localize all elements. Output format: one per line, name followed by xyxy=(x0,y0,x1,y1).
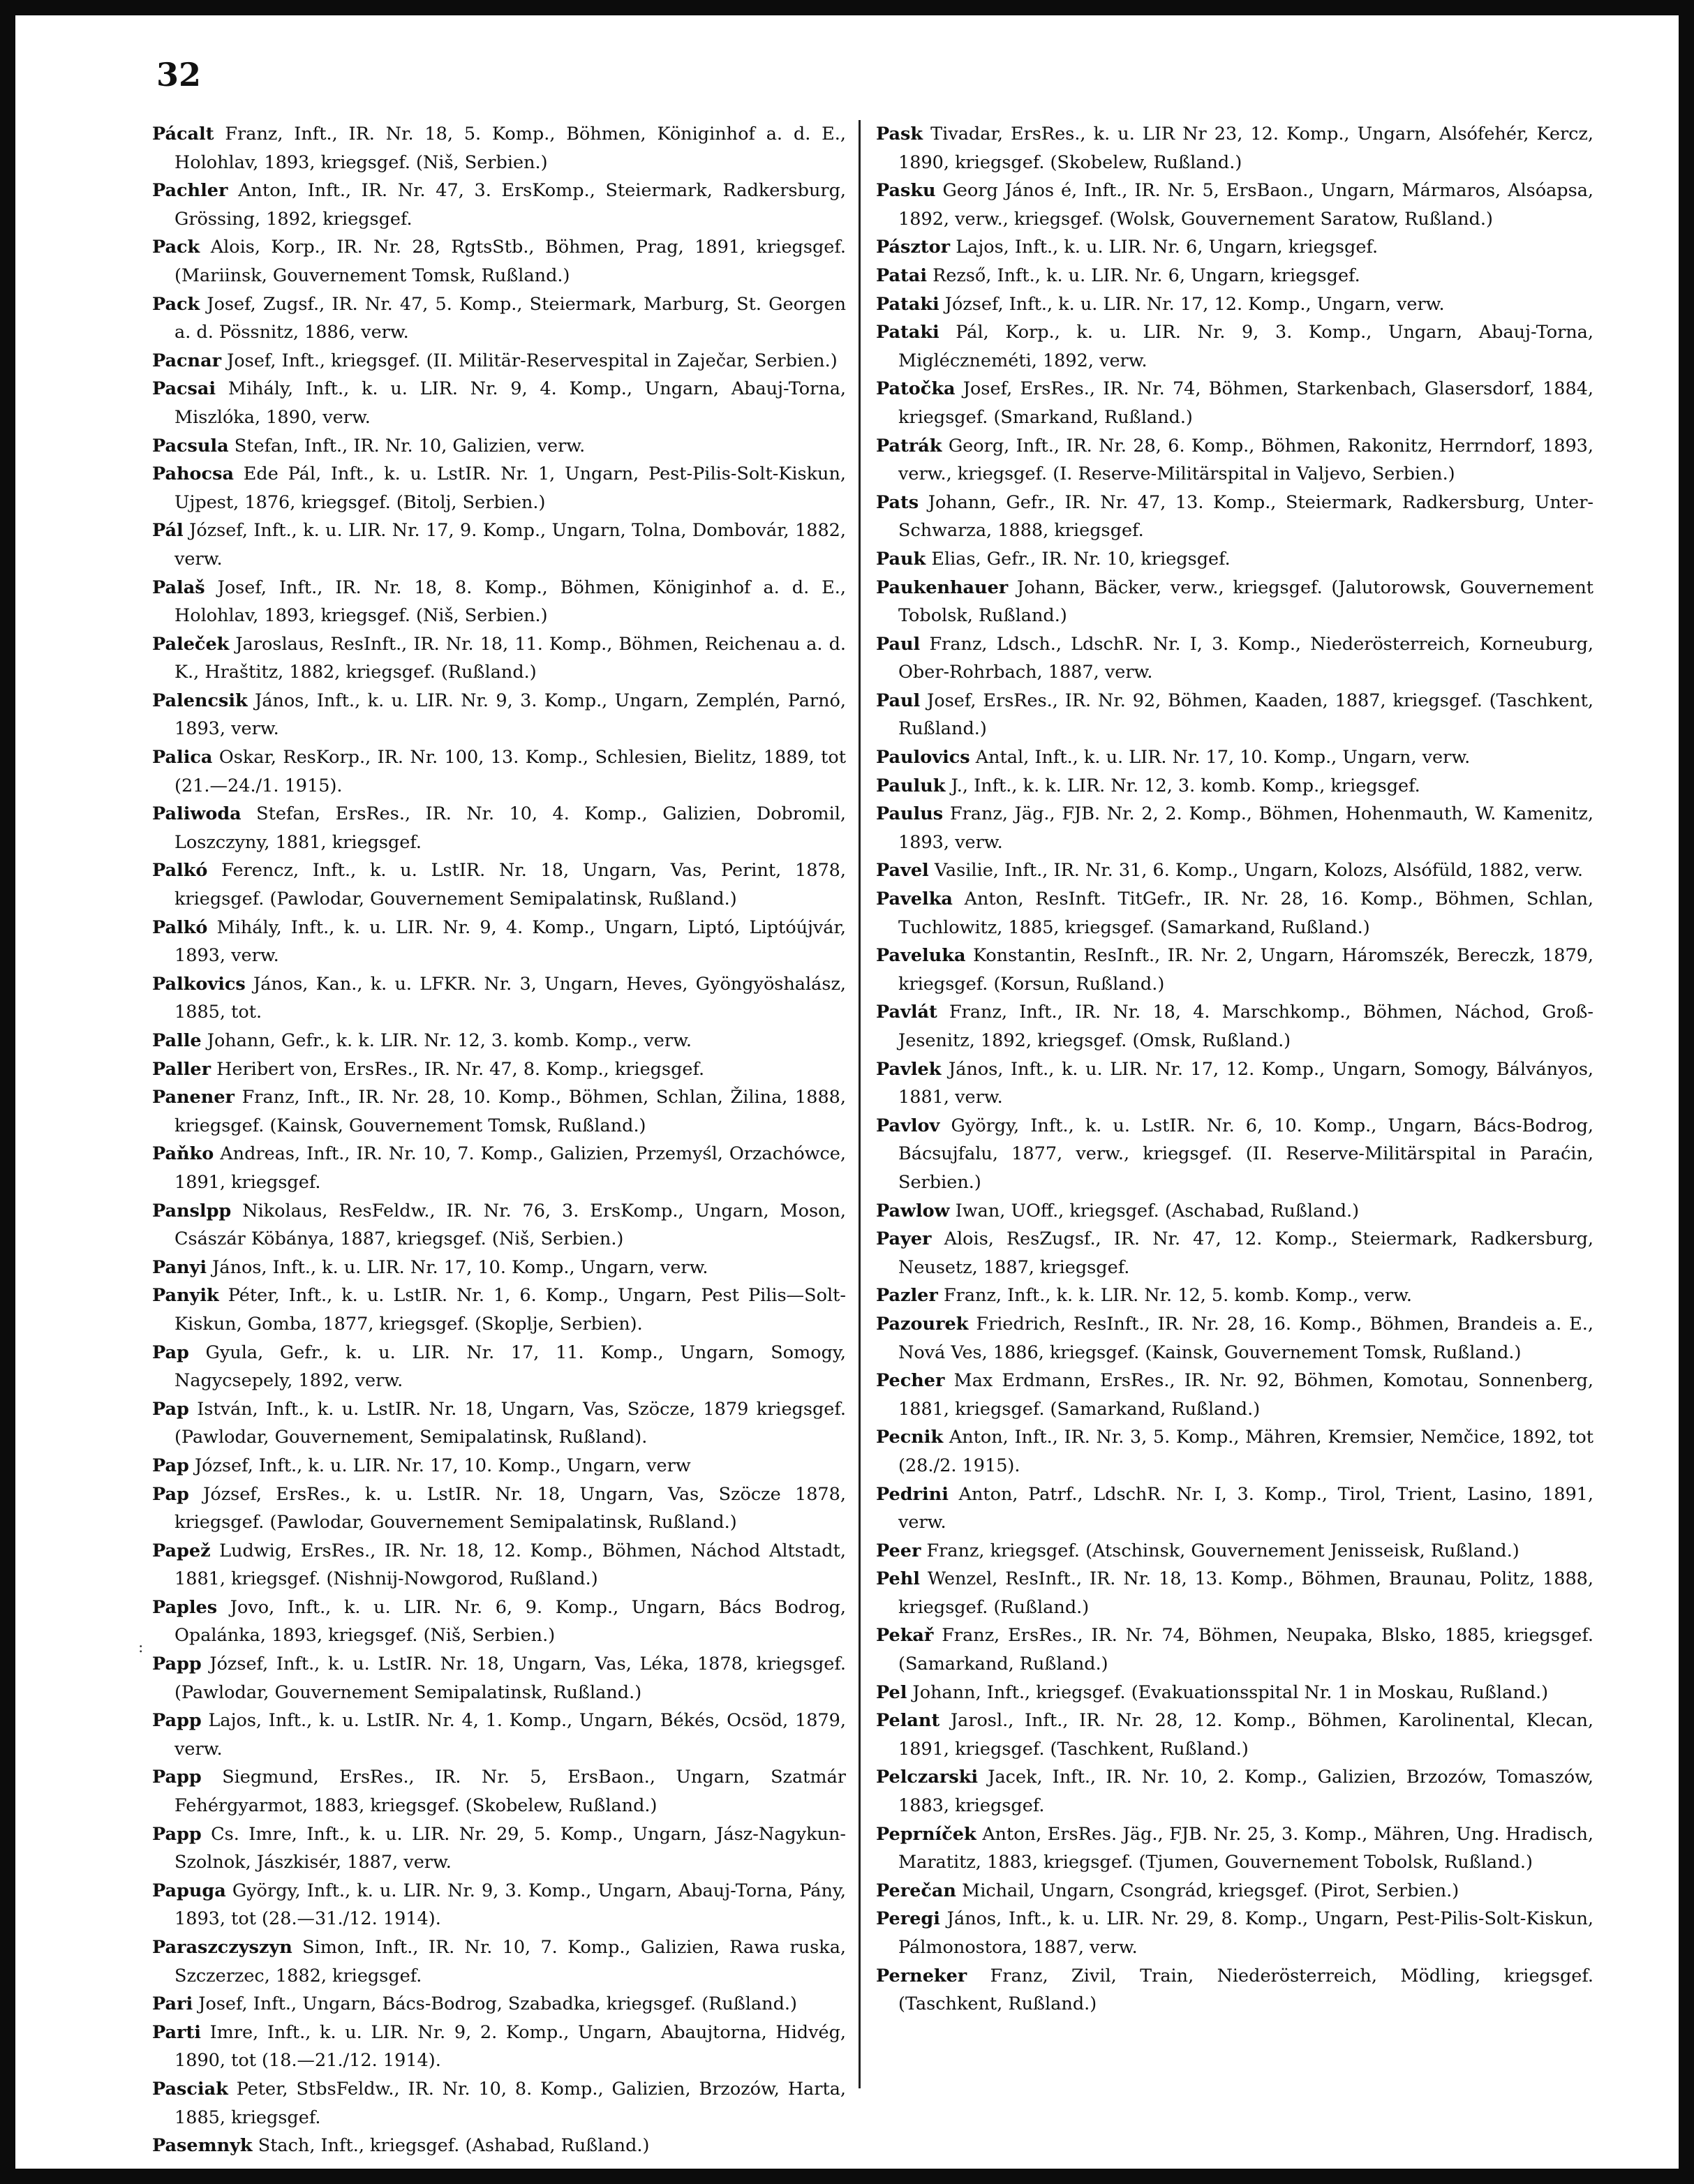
page-number: 32 xyxy=(156,56,202,94)
register-entry xyxy=(152,1763,846,1820)
entry-surname: Peprníček xyxy=(876,1823,976,1845)
entry-surname: Pap xyxy=(152,1455,189,1476)
entry-details: Ludwig, ErsRes., IR. Nr. 18, 12. Komp., Böhmen, Náchod Altstadt, 1881, kriegsgef. (Nishnij-Nowgorod, Rußland.) xyxy=(174,1540,846,1590)
entry-details: József, Inft., k. u. LstIR. Nr. 18, Ungarn, Vas, Léka, 1878, kriegsgef. (Pawlodar, Gouvernement Semipalatinsk, Rußland.) xyxy=(174,1654,846,1703)
entry-details: Franz, Inft., k. k. LIR. Nr. 12, 5. komb. Komp., verw. xyxy=(943,1285,1413,1307)
entry-details: Jarosl., Inft., IR. Nr. 28, 12. Komp., Böhmen, Karolinental, Klecan, 1891, kriegsgef. (Taschkent, Rußland.) xyxy=(898,1710,1593,1760)
register-entry xyxy=(152,1650,846,1707)
entry-surname: Paulus xyxy=(876,803,944,825)
register-entry xyxy=(152,1480,846,1537)
register-entry xyxy=(876,375,1593,431)
register-entry xyxy=(152,2132,846,2160)
entry-surname: Perečan xyxy=(876,1880,956,1901)
entry-surname: Papp xyxy=(152,1710,202,1732)
entry-surname: Pazourek xyxy=(876,1313,969,1335)
register-entry xyxy=(152,1594,846,1650)
register-entry xyxy=(152,1140,846,1196)
right-column xyxy=(876,120,1593,2019)
entry-details: Jaroslaus, ResInft., IR. Nr. 18, 11. Komp., Böhmen, Reichenau a. d. K., Hraštitz, 1882, kriegsgef. (Rußland.) xyxy=(174,633,846,683)
entry-surname: Pavlov xyxy=(876,1115,940,1136)
entry-surname: Pedrini xyxy=(876,1483,949,1505)
entry-details: Georg János é, Inft., IR. Nr. 5, ErsBaon., Ungarn, Mármaros, Alsóapsa, 1892, verw., kriegsgef. (Wolsk, Gouvernement Saratow, Rußland.) xyxy=(898,180,1593,230)
entry-surname: Pavelka xyxy=(876,889,953,910)
register-entry xyxy=(152,2019,846,2075)
entry-surname: Palica xyxy=(152,747,213,768)
register-entry xyxy=(152,1820,846,1877)
entry-details: Lajos, Inft., k. u. LstIR. Nr. 4, 1. Komp., Ungarn, Békés, Ocsöd, 1879, verw. xyxy=(174,1710,846,1760)
entry-details: Elias, Gefr., IR. Nr. 10, kriegsgef. xyxy=(931,548,1231,570)
entry-details: Jacek, Inft., IR. Nr. 10, 2. Komp., Galizien, Brzozów, Tomaszów, 1883, kriegsgef. xyxy=(898,1767,1593,1817)
register-entry xyxy=(152,290,846,347)
entry-surname: Palle xyxy=(152,1030,202,1051)
entry-details: Anton, Inft., IR. Nr. 47, 3. ErsKomp., Steiermark, Radkersburg, Grössing, 1892, kriegsgef. xyxy=(174,180,846,230)
entry-surname: Paul xyxy=(876,633,921,655)
register-entry xyxy=(876,942,1593,998)
register-entry xyxy=(876,1707,1593,1763)
entry-details: Mihály, Inft., k. u. LIR. Nr. 9, 4. Komp., Ungarn, Liptó, Liptóújvár, 1893, verw. xyxy=(174,916,846,967)
register-entry xyxy=(152,914,846,970)
register-entry xyxy=(152,1197,846,1254)
entry-surname: Peregi xyxy=(876,1908,940,1930)
register-entry xyxy=(876,1367,1593,1423)
entry-details: J., Inft., k. k. LIR. Nr. 12, 3. komb. Komp., kriegsgef. xyxy=(951,775,1420,796)
register-entry xyxy=(876,885,1593,942)
entry-details: Andreas, Inft., IR. Nr. 10, 7. Komp., Galizien, Przemyśl, Orzachówce, 1891, kriegsgef. xyxy=(174,1143,846,1193)
entry-surname: Pask xyxy=(876,124,923,144)
entry-surname: Pauluk xyxy=(876,775,946,796)
register-entry xyxy=(152,1990,846,2019)
left-column xyxy=(152,120,846,2160)
entry-surname: Palkó xyxy=(152,916,208,938)
entry-details: Alois, Korp., IR. Nr. 28, RgtsStb., Böhmen, Prag, 1891, kriegsgef. (Mariinsk, Gouvernement Tomsk, Rußland.) xyxy=(174,237,846,286)
entry-details: Antal, Inft., k. u. LIR. Nr. 17, 10. Komp., Ungarn, verw. xyxy=(975,747,1471,768)
entry-details: János, Inft., k. u. LIR. Nr. 17, 12. Komp., Ungarn, Somogy, Bálványos, 1881, verw. xyxy=(898,1058,1593,1108)
register-entry xyxy=(152,1452,846,1480)
register-entry xyxy=(152,177,846,233)
entry-surname: Papp xyxy=(152,1654,202,1675)
entry-surname: Parti xyxy=(152,2021,201,2043)
entry-surname: Pap xyxy=(152,1483,189,1505)
entry-surname: Pahocsa xyxy=(152,463,234,485)
register-entry xyxy=(152,375,846,431)
document-page xyxy=(15,15,1679,2169)
register-entry xyxy=(876,574,1593,630)
entry-details: György, Inft., k. u. LstIR. Nr. 6, 10. Komp., Ungarn, Bács-Bodrog, Bácsujfalu, 1877, verw., kriegsgef. (II. Reserve-Militärspital in Paraćin, Serbien.) xyxy=(898,1115,1593,1193)
entry-surname: Paples xyxy=(152,1596,218,1618)
register-entry xyxy=(876,1905,1593,1961)
register-entry xyxy=(876,743,1593,772)
entry-surname: Panyik xyxy=(152,1285,219,1307)
entry-details: Heribert von, ErsRes., IR. Nr. 47, 8. Komp., kriegsgef. xyxy=(216,1058,705,1080)
entry-details: György, Inft., k. u. LIR. Nr. 9, 3. Komp., Ungarn, Abauj-Torna, Pány, 1893, tot (28.—31./12. 1914). xyxy=(174,1880,846,1930)
entry-surname: Pazler xyxy=(876,1285,938,1307)
entry-details: Oskar, ResKorp., IR. Nr. 100, 13. Komp., Schlesien, Bielitz, 1889, tot (21.—24./1. 1915). xyxy=(174,747,846,796)
entry-details: Cs. Imre, Inft., k. u. LIR. Nr. 29, 5. Komp., Ungarn, Jász-Nagykun-Szolnok, Jászkisér, 1887, verw. xyxy=(174,1823,846,1873)
entry-surname: Pacnar xyxy=(152,350,222,371)
entry-surname: Palencsik xyxy=(152,690,248,711)
entry-details: Josef, Inft., Ungarn, Bács-Bodrog, Szabadka, kriegsgef. (Rußland.) xyxy=(198,1993,797,2015)
entry-details: Ede Pál, Inft., k. u. LstIR. Nr. 1, Ungarn, Pest-Pilis-Solt-Kiskun, Ujpest, 1876, kriegsgef. (Bitolj, Serbien.) xyxy=(174,463,846,513)
entry-details: Vasilie, Inft., IR. Nr. 31, 6. Komp., Ungarn, Kolozs, Alsófüld, 1882, verw. xyxy=(934,860,1584,882)
entry-surname: Pásztor xyxy=(876,237,951,258)
register-entry xyxy=(152,347,846,376)
entry-surname: Palaš xyxy=(152,577,205,598)
entry-details: Péter, Inft., k. u. LstIR. Nr. 1, 6. Komp., Ungarn, Pest Pilis—Solt-Kiskun, Gomba, 1877, kriegsgef. (Skoplje, Serbien). xyxy=(174,1285,846,1335)
entry-surname: Pap xyxy=(152,1342,189,1363)
register-entry xyxy=(152,1395,846,1452)
entry-details: József, Inft., k. u. LIR. Nr. 17, 10. Komp., Ungarn, verw xyxy=(194,1455,691,1476)
entry-surname: Paller xyxy=(152,1058,211,1080)
entry-surname: Perneker xyxy=(876,1965,967,1986)
register-entry xyxy=(876,772,1593,801)
register-entry xyxy=(152,233,846,290)
entry-surname: Pataki xyxy=(876,322,939,343)
entry-details: Stefan, ErsRes., IR. Nr. 10, 4. Komp., Galizien, Dobromil, Loszczyny, 1881, kriegsgef. xyxy=(174,803,846,853)
entry-surname: Pasemnyk xyxy=(152,2135,253,2157)
register-entry xyxy=(876,233,1593,262)
entry-surname: Palkó xyxy=(152,860,208,882)
entry-details: József, Inft., k. u. LIR. Nr. 17, 9. Komp., Ungarn, Tolna, Dombovár, 1882, verw. xyxy=(174,520,846,570)
register-entry xyxy=(876,1565,1593,1621)
entry-details: Anton, ErsRes. Jäg., FJB. Nr. 25, 3. Komp., Mähren, Ung. Hradisch, Maratitz, 1883, kriegsgef. (Tjumen, Gouvernement Tobolsk, Rußland.) xyxy=(898,1823,1593,1873)
entry-surname: Patočka xyxy=(876,378,956,400)
register-entry xyxy=(152,630,846,687)
entry-details: Josef, Zugsf., IR. Nr. 47, 5. Komp., Steiermark, Marburg, St. Georgen a. d. Pössnitz, 1886, verw. xyxy=(174,293,846,343)
register-entry xyxy=(152,1933,846,1990)
entry-details: Peter, StbsFeldw., IR. Nr. 10, 8. Komp., Galizien, Brzozów, Harta, 1885, kriegsgef. xyxy=(174,2078,846,2128)
entry-details: Josef, Inft., IR. Nr. 18, 8. Komp., Böhmen, Königinhof a. d. E., Holohlav, 1893, kriegsgef. (Niš, Serbien.) xyxy=(174,577,846,627)
entry-surname: Patai xyxy=(876,265,928,286)
entry-surname: Panener xyxy=(152,1087,235,1108)
entry-surname: Pel xyxy=(876,1681,907,1703)
register-entry xyxy=(876,1877,1593,1906)
register-entry xyxy=(876,489,1593,545)
entry-surname: Pasciak xyxy=(152,2078,228,2100)
entry-details: Franz, Inft., IR. Nr. 18, 5. Komp., Böhmen, Königinhof a. d. E., Holohlav, 1893, kriegsgef. (Niš, Serbien.) xyxy=(174,124,846,173)
register-entry xyxy=(152,1083,846,1140)
register-entry xyxy=(152,743,846,800)
register-entry xyxy=(152,1339,846,1395)
register-entry xyxy=(152,800,846,856)
entry-details: Franz, kriegsgef. (Atschinsk, Gouvernement Jenisseisk, Rußland.) xyxy=(926,1540,1520,1561)
entry-surname: Papuga xyxy=(152,1880,226,1901)
entry-details: Konstantin, ResInft., IR. Nr. 2, Ungarn, Háromszék, Bereczk, 1879, kriegsgef. (Korsun, Rußland.) xyxy=(898,945,1593,995)
entry-details: Josef, ErsRes., IR. Nr. 92, Böhmen, Kaaden, 1887, kriegsgef. (Taschkent, Rußland.) xyxy=(898,690,1593,740)
entry-surname: Pavlát xyxy=(876,1002,937,1023)
entry-details: Johann, Inft., kriegsgef. (Evakuationsspital Nr. 1 in Moskau, Rußland.) xyxy=(912,1681,1549,1703)
entry-surname: Pats xyxy=(876,491,919,513)
entry-surname: Paraszczyszyn xyxy=(152,1937,292,1958)
register-entry xyxy=(876,1423,1593,1480)
register-entry xyxy=(152,517,846,573)
register-entry xyxy=(876,1282,1593,1310)
entry-surname: Pack xyxy=(152,293,200,315)
register-entry xyxy=(152,460,846,517)
register-entry xyxy=(152,574,846,630)
entry-details: Josef, Inft., kriegsgef. (II. Militär-Reservespital in Zaječar, Serbien.) xyxy=(227,350,838,371)
entry-surname: Pack xyxy=(152,237,200,258)
entry-details: József, ErsRes., k. u. LstIR. Nr. 18, Ungarn, Vas, Szöcze 1878, kriegsgef. (Pawlodar, Gouvernement Semipalatinsk, Rußland.) xyxy=(174,1483,846,1533)
entry-surname: Paulovics xyxy=(876,747,970,768)
entry-surname: Paul xyxy=(876,690,921,711)
entry-surname: Pari xyxy=(152,1993,193,2015)
register-entry xyxy=(876,630,1593,687)
entry-surname: Pecher xyxy=(876,1370,945,1392)
entry-details: Stach, Inft., kriegsgef. (Ashabad, Rußland.) xyxy=(258,2135,650,2157)
entry-details: János, Inft., k. u. LIR. Nr. 17, 10. Komp., Ungarn, verw. xyxy=(212,1256,708,1278)
register-entry xyxy=(152,1282,846,1338)
entry-surname: Pauk xyxy=(876,548,926,570)
register-entry xyxy=(876,262,1593,290)
entry-details: Iwan, UOff., kriegsgef. (Aschabad, Rußland.) xyxy=(955,1200,1360,1221)
entry-details: Josef, ErsRes., IR. Nr. 74, Böhmen, Starkenbach, Glasersdorf, 1884, kriegsgef. (Smarkand, Rußland.) xyxy=(898,378,1593,428)
entry-surname: Pácalt xyxy=(152,124,214,144)
entry-details: Franz, Inft., IR. Nr. 18, 4. Marschkomp., Böhmen, Náchod, Groß-Jesenitz, 1892, kriegsgef. (Omsk, Rußland.) xyxy=(898,1002,1593,1051)
register-entry xyxy=(876,1112,1593,1197)
register-entry xyxy=(152,1027,846,1055)
entry-details: Georg, Inft., IR. Nr. 28, 6. Komp., Böhmen, Rakonitz, Herrndorf, 1893, verw., kriegsgef. (I. Reserve-Militärspital in Valjevo, Serbien.) xyxy=(898,435,1593,485)
entry-surname: Pacsai xyxy=(152,378,216,400)
entry-details: Siegmund, ErsRes., IR. Nr. 5, ErsBaon., Ungarn, Szatmár Fehérgyarmot, 1883, kriegsgef. (Skobelew, Rußland.) xyxy=(174,1767,846,1817)
entry-details: János, Inft., k. u. LIR. Nr. 9, 3. Komp., Ungarn, Zemplén, Parnó, 1893, verw. xyxy=(174,690,846,740)
register-entry xyxy=(876,1820,1593,1877)
register-entry xyxy=(876,856,1593,885)
entry-details: Imre, Inft., k. u. LIR. Nr. 9, 2. Komp., Ungarn, Abaujtorna, Hidvég, 1890, tot (18.—21./12. 1914). xyxy=(174,2021,846,2072)
entry-surname: Payer xyxy=(876,1228,932,1250)
entry-details: Anton, Patrf., LdschR. Nr. I, 3. Komp., Tirol, Trient, Lasino, 1891, verw. xyxy=(898,1483,1593,1533)
register-entry xyxy=(876,1962,1593,2019)
register-entry xyxy=(152,120,846,177)
register-entry xyxy=(152,1537,846,1594)
entry-surname: Paliwoda xyxy=(152,803,242,825)
entry-details: Franz, Zivil, Train, Niederösterreich, Mödling, kriegsgef. (Taschkent, Rußland.) xyxy=(898,1965,1593,2015)
entry-details: Friedrich, ResInft., IR. Nr. 28, 16. Komp., Böhmen, Brandeis a. E., Nová Ves, 1886, kriegsgef. (Kainsk, Gouvernement Tomsk, Rußland.) xyxy=(898,1313,1593,1363)
entry-details: Pál, Korp., k. u. LIR. Nr. 9, 3. Komp., Ungarn, Abauj-Torna, Migléczneméti, 1892, verw. xyxy=(898,322,1593,371)
register-entry xyxy=(876,800,1593,856)
register-entry xyxy=(876,1225,1593,1282)
entry-details: Nikolaus, ResFeldw., IR. Nr. 76, 3. ErsKomp., Ungarn, Moson, Császár Köbánya, 1887, kriegsgef. (Niš, Serbien.) xyxy=(174,1200,846,1250)
register-entry xyxy=(876,290,1593,319)
entry-surname: Pecnik xyxy=(876,1427,944,1448)
entry-surname: Pataki xyxy=(876,293,939,315)
register-entry xyxy=(876,1537,1593,1566)
entry-surname: Pacsula xyxy=(152,435,229,456)
entry-surname: Papež xyxy=(152,1540,211,1561)
entry-details: Ferencz, Inft., k. u. LstIR. Nr. 18, Ungarn, Vas, Perint, 1878, kriegsgef. (Pawlodar, Gouvernement Semipalatinsk, Rußland.) xyxy=(174,860,846,910)
entry-surname: Paukenhauer xyxy=(876,577,1009,598)
register-entry xyxy=(876,318,1593,375)
entry-details: János, Inft., k. u. LIR. Nr. 29, 8. Komp., Ungarn, Pest-Pilis-Solt-Kiskun, Pálmonostora, 1887, verw. xyxy=(898,1908,1593,1958)
register-entry xyxy=(152,432,846,461)
entry-surname: Pehl xyxy=(876,1568,920,1590)
entry-surname: Pap xyxy=(152,1398,189,1420)
entry-details: Franz, Jäg., FJB. Nr. 2, 2. Komp., Böhmen, Hohenmauth, W. Kamenitz, 1893, verw. xyxy=(898,803,1593,853)
register-entry xyxy=(876,545,1593,574)
entry-surname: Pál xyxy=(152,520,184,542)
entry-surname: Pavel xyxy=(876,860,929,882)
entry-surname: Pachler xyxy=(152,180,228,202)
register-entry xyxy=(876,1055,1593,1112)
entry-details: Anton, Inft., IR. Nr. 3, 5. Komp., Mähren, Kremsier, Nemčice, 1892, tot (28./2. 1915). xyxy=(898,1427,1593,1476)
entry-details: Alois, ResZugsf., IR. Nr. 47, 12. Komp., Steiermark, Radkersburg, Neusetz, 1887, kriegsgef. xyxy=(898,1228,1593,1278)
register-entry xyxy=(876,1310,1593,1367)
register-entry xyxy=(152,1877,846,1933)
entry-surname: Peer xyxy=(876,1540,921,1561)
entry-surname: Panslpp xyxy=(152,1200,232,1221)
entry-details: István, Inft., k. u. LstIR. Nr. 18, Ungarn, Vas, Szöcze, 1879 kriegsgef. (Pawlodar, Gouvernement, Semipalatinsk, Rußland). xyxy=(174,1398,846,1448)
entry-details: Anton, ResInft. TitGefr., IR. Nr. 28, 16. Komp., Böhmen, Schlan, Tuchlowitz, 1885, kriegsgef. (Samarkand, Rußland.) xyxy=(898,889,1593,938)
register-entry xyxy=(152,856,846,913)
register-entry xyxy=(876,998,1593,1055)
entry-details: Franz, Ldsch., LdschR. Nr. I, 3. Komp., Niederösterreich, Korneuburg, Ober-Rohrbach, 1887, verw. xyxy=(898,633,1593,683)
entry-details: Johann, Bäcker, verw., kriegsgef. (Jalutorowsk, Gouvernement Tobolsk, Rußland.) xyxy=(898,577,1593,627)
entry-surname: Pekař xyxy=(876,1625,934,1647)
entry-details: Michail, Ungarn, Csongrád, kriegsgef. (Pirot, Serbien.) xyxy=(962,1880,1459,1901)
entry-surname: Pelczarski xyxy=(876,1767,979,1788)
register-entry xyxy=(152,687,846,743)
register-entry xyxy=(152,1055,846,1084)
entry-surname: Paleček xyxy=(152,633,230,655)
entry-surname: Paňko xyxy=(152,1143,214,1165)
entry-surname: Pavlek xyxy=(876,1058,942,1080)
entry-details: Jovo, Inft., k. u. LIR. Nr. 6, 9. Komp., Ungarn, Bács Bodrog, Opalánka, 1893, kriegsgef. (Niš, Serbien.) xyxy=(174,1596,846,1647)
entry-details: Johann, Gefr., k. k. LIR. Nr. 12, 3. komb. Komp., verw. xyxy=(207,1030,692,1051)
entry-details: Max Erdmann, ErsRes., IR. Nr. 92, Böhmen, Komotau, Sonnenberg, 1881, kriegsgef. (Samarkand, Rußland.) xyxy=(898,1370,1593,1420)
register-entry xyxy=(152,1254,846,1282)
entry-surname: Papp xyxy=(152,1767,202,1788)
entry-details: József, Inft., k. u. LIR. Nr. 17, 12. Komp., Ungarn, verw. xyxy=(944,293,1445,315)
register-entry xyxy=(876,1763,1593,1820)
entry-surname: Papp xyxy=(152,1823,202,1845)
column-divider xyxy=(859,120,861,2088)
register-entry xyxy=(152,2075,846,2132)
margin-mark: : xyxy=(138,1639,144,1656)
entry-surname: Paveluka xyxy=(876,945,966,967)
entry-surname: Pasku xyxy=(876,180,936,202)
entry-details: Franz, Inft., IR. Nr. 28, 10. Komp., Böhmen, Schlan, Žilina, 1888, kriegsgef. (Kainsk, Gouvernement Tomsk, Rußland.) xyxy=(174,1087,846,1136)
entry-details: Gyula, Gefr., k. u. LIR. Nr. 17, 11. Komp., Ungarn, Somogy, Nagycsepely, 1892, verw. xyxy=(174,1342,846,1392)
entry-surname: Pelant xyxy=(876,1710,940,1732)
entry-details: Lajos, Inft., k. u. LIR. Nr. 6, Ungarn, kriegsgef. xyxy=(956,237,1379,258)
register-entry xyxy=(876,432,1593,489)
entry-surname: Patrák xyxy=(876,435,942,456)
register-entry xyxy=(876,1679,1593,1707)
entry-details: Stefan, Inft., IR. Nr. 10, Galizien, verw. xyxy=(234,435,586,456)
entry-details: Johann, Gefr., IR. Nr. 47, 13. Komp., Steiermark, Radkersburg, Unter-Schwarza, 1888, kriegsgef. xyxy=(898,491,1593,542)
register-entry xyxy=(876,177,1593,233)
register-entry xyxy=(876,687,1593,743)
entry-details: Rezső, Inft., k. u. LIR. Nr. 6, Ungarn, kriegsgef. xyxy=(933,265,1360,286)
register-entry xyxy=(876,120,1593,177)
entry-details: Franz, ErsRes., IR. Nr. 74, Böhmen, Neupaka, Blsko, 1885, kriegsgef. (Samarkand, Rußland.) xyxy=(898,1625,1593,1675)
register-entry xyxy=(876,1621,1593,1678)
register-entry xyxy=(152,1707,846,1763)
entry-surname: Panyi xyxy=(152,1256,207,1278)
entry-details: Simon, Inft., IR. Nr. 10, 7. Komp., Galizien, Rawa ruska, Szczerzec, 1882, kriegsgef. xyxy=(174,1937,846,1986)
register-entry xyxy=(876,1197,1593,1226)
entry-details: Wenzel, ResInft., IR. Nr. 18, 13. Komp., Böhmen, Braunau, Politz, 1888, kriegsgef. (Rußland.) xyxy=(898,1568,1593,1618)
entry-details: Tivadar, ErsRes., k. u. LIR Nr 23, 12. Komp., Ungarn, Alsófehér, Kercz, 1890, kriegsgef. (Skobelew, Rußland.) xyxy=(898,124,1593,173)
entry-surname: Palkovics xyxy=(152,973,246,995)
register-entry xyxy=(152,970,846,1027)
entry-details: Mihály, Inft., k. u. LIR. Nr. 9, 4. Komp., Ungarn, Abauj-Torna, Miszlóka, 1890, verw. xyxy=(174,378,846,428)
entry-surname: Pawlow xyxy=(876,1200,950,1221)
register-entry xyxy=(876,1480,1593,1537)
entry-details: János, Kan., k. u. LFKR. Nr. 3, Ungarn, Heves, Gyöngyöshalász, 1885, tot. xyxy=(174,973,846,1023)
